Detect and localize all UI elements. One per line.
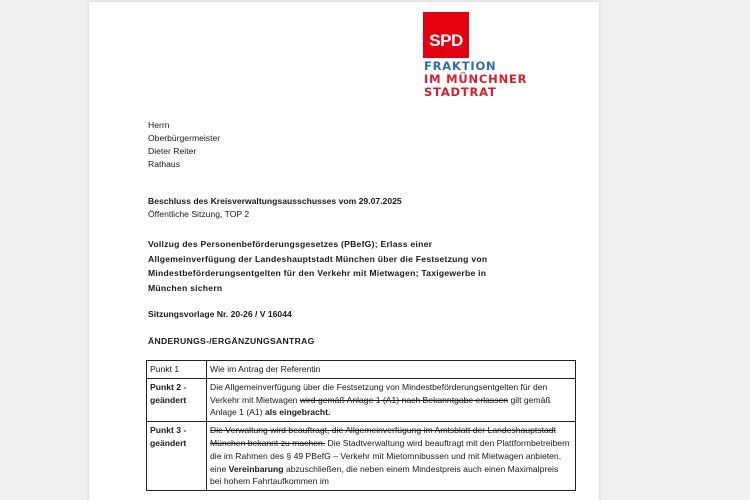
punkt-text: Die Allgemeinverfügung über die Festsetzung von Mindestbeförderungsentgelten für den Verkehr mit Mietwagen — [210, 381, 548, 405]
address-line: Rathaus — [148, 159, 181, 169]
inserted-bold-text: Vereinbarung — [228, 463, 284, 474]
recipient-address — [148, 119, 220, 171]
spd-logo — [423, 12, 469, 58]
punkt-status: geändert — [150, 394, 187, 405]
punkt-label: Punkt 2 - — [150, 381, 187, 392]
logo-line-stadtrat: STADTRAT — [424, 85, 497, 99]
beschluss-line: Beschluss des Kreisverwaltungsausschusses vom 29.07.2025 — [148, 196, 402, 206]
logo-line-muenchner: IM MÜNCHNER — [424, 72, 528, 86]
logo-line-fraktion: FRAKTION — [424, 59, 497, 73]
table-row — [147, 422, 576, 491]
punkt-text-cell — [207, 422, 576, 491]
table-row — [147, 361, 576, 379]
deleted-text: wird gemäß Anlage 1 (A1) nach Bekanntgabe erlassen — [299, 394, 509, 405]
punkt-label: Punkt 3 - — [150, 425, 187, 436]
title-line: München sichern — [148, 282, 223, 293]
punkt-status: geändert — [150, 437, 187, 448]
punkt-label-cell — [147, 378, 207, 421]
fraktion-logo-text — [424, 60, 527, 99]
antrag-heading: ÄNDERUNGS-/ERGÄNZUNGSANTRAG — [148, 336, 315, 346]
sitzungsvorlage-number: Sitzungsvorlage Nr. 20-26 / V 16044 — [148, 309, 292, 319]
spd-logo-text: SPD — [429, 31, 463, 50]
table-row — [147, 378, 576, 421]
title-line: Vollzug des Personenbeförderungsgesetzes (PBefG); Erlass einer — [148, 239, 433, 249]
sitzung-line: Öffentliche Sitzung, TOP 2 — [148, 209, 250, 219]
punkt-text-cell — [207, 361, 576, 379]
address-line: Herrn — [148, 120, 170, 130]
title-line: Allgemeinverfügung der Landeshauptstadt München über die Festsetzung von — [148, 253, 488, 264]
punkt-text: abzuschließen, die neben einem Mindestpreis auch einen Maximalpreis bei hohem Fahrtaufkommen im — [210, 463, 559, 487]
punkt-text-cell — [207, 378, 576, 421]
punkt-label-cell — [147, 422, 207, 491]
punkt-label-cell — [147, 361, 207, 379]
punkt-text: gilt gemäß Anlage 1 (A1) — [210, 394, 551, 418]
antrag-table — [146, 360, 576, 491]
title-line: Mindestbeförderungsentgelten für den Verkehr mit Mietwagen; Taxigewerbe in — [148, 268, 487, 278]
meeting-info — [148, 195, 402, 221]
inserted-bold-text: als eingebracht. — [264, 407, 331, 418]
punkt-label: Punkt 1 — [150, 364, 180, 374]
document-title — [148, 237, 487, 295]
punkt-text: Die Stadtverwaltung wird beauftragt mit den Plattformbetreibern die im Rahmen des § 49 PBefG – Verkehr mit Mietomnibussen und mit Mietwagen anbieten, eine — [210, 437, 570, 474]
document-page — [89, 2, 599, 500]
punkt-text: Wie im Antrag der Referentin — [210, 364, 321, 374]
address-line: Dieter Reiter — [148, 146, 197, 156]
address-line: Oberbürgermeister — [148, 133, 221, 143]
deleted-text: Die Verwaltung wird beauftragt, die Allgemeinverfügung im Amtsblatt der Landeshauptstadt München bekannt zu machen. — [210, 425, 556, 448]
